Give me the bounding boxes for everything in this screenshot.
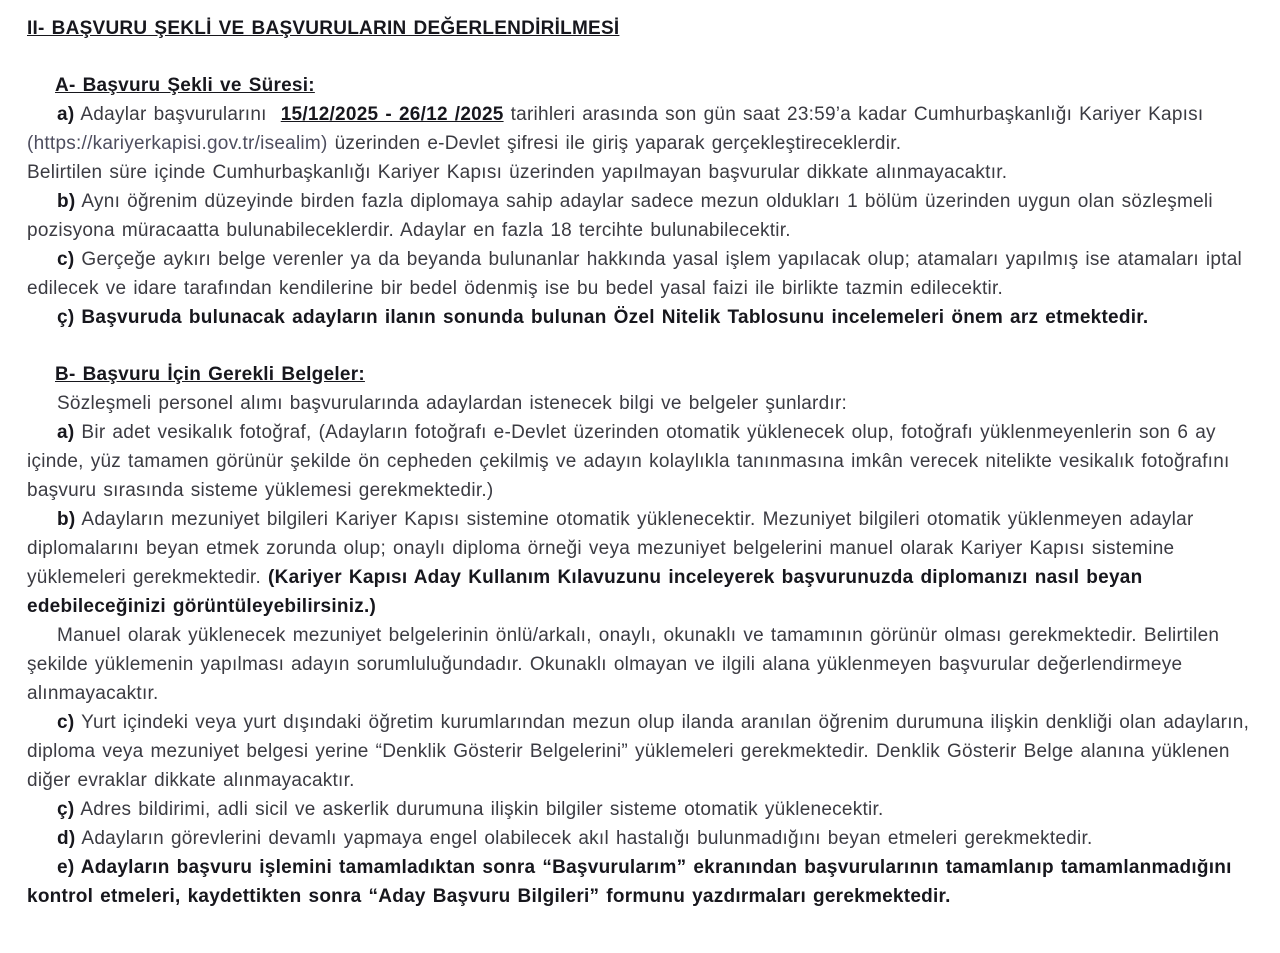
text-segment: Manuel olarak yüklenecek mezuniyet belgelerinin önlü/arkalı, onaylı, okunaklı ve tamamının görünür olması gerekmektedir. Belirtilen şekilde yüklemenin yapılması adayın sorumluluğundadır. Okunaklı olmayan ve ilgili alana yüklenmeyen başvurular değerlendirmeye alınmayacaktır.: [27, 625, 1220, 704]
paragraph: [27, 505, 1258, 621]
paragraph: [27, 389, 1258, 418]
paragraph: [27, 824, 1258, 853]
document-sections: [27, 71, 1258, 911]
paragraph: [27, 853, 1258, 911]
text-segment: Adayların mezuniyet bilgileri Kariyer Kapısı sistemine otomatik yüklenecektir. Mezuniyet bilgileri otomatik yüklenmeyen adaylar diplomalarını beyan etmek zorunda olup; onaylı diploma örneği veya mezuniyet belgelerini manuel olarak Kariyer Kapısı sistemine yüklemeleri gerekmektedir.: [27, 509, 1194, 588]
paragraph: [27, 158, 1258, 187]
text-segment: d): [57, 828, 76, 849]
text-segment: Gerçeğe aykırı belge verenler ya da beyanda bulunanlar hakkında yasal işlem yapılacak olup; atamaları yapılmış ise atamaları iptal edilecek ve idare tarafından kendilerine bir bedel ödenmiş ise bu bedel yasal faizi ile birlikte tazmin edilecektir.: [27, 249, 1243, 299]
text-segment: Adayların görevlerini devamlı yapmaya engel olabilecek akıl hastalığı bulunmadığını beyan etmeleri gerekmektedir.: [75, 828, 1093, 849]
text-segment: c): [57, 249, 75, 270]
text-segment: tarihleri arasında son gün saat 23:59’a kadar Cumhurbaşkanlığı Kariyer Kapısı: [503, 104, 1204, 125]
text-segment: a): [57, 104, 75, 125]
paragraph: [27, 418, 1258, 505]
text-segment: a): [57, 422, 75, 443]
text-segment: ç) Başvuruda bulunacak adayların ilanın sonunda bulunan Özel Nitelik Tablosunu incelemeleri önem arz etmektedir.: [57, 307, 1149, 328]
paragraph: [27, 621, 1258, 708]
text-segment: Aynı öğrenim düzeyinde birden fazla diplomaya sahip adaylar sadece mezun oldukları 1 bölüm üzerinden uygun olan sözleşmeli pozisyona müracaatta bulunabileceklerdir. Adaylar en fazla 18 tercihte bulunabilecektir.: [27, 191, 1213, 241]
text-segment: 15/12/2025 - 26/12 /2025: [280, 104, 504, 125]
paragraph: [27, 245, 1258, 303]
section-heading-b: B- Başvuru İçin Gerekli Belgeler:: [55, 364, 365, 385]
kariyerkapisi-url-link[interactable]: (https://kariyerkapisi.gov.tr/isealim): [27, 133, 328, 154]
text-segment: Sözleşmeli personel alımı başvurularında adaylardan istenecek bilgi ve belgeler şunlardır:: [57, 393, 848, 414]
section-heading-a: A- Başvuru Şekli ve Süresi:: [55, 75, 315, 96]
text-segment: (Kariyer Kapısı Aday Kullanım Kılavuzunu inceleyerek başvurunuzda diplomanızı nasıl beyan edebileceğinizi görüntüleyebilirsiniz.): [27, 567, 1143, 617]
paragraph: [27, 187, 1258, 245]
text-segment: Adaylar başvurularını: [74, 104, 281, 125]
paragraph: [27, 795, 1258, 824]
text-segment: b): [57, 191, 76, 212]
paragraph: [27, 100, 1258, 158]
text-segment: b): [57, 509, 76, 530]
text-segment: Bir adet vesikalık fotoğraf, (Adayların fotoğrafı e-Devlet üzerinden otomatik yüklenecek olup, fotoğrafı yüklenmeyenlerin son 6 ay içinde, yüz tamamen görünür şekilde ön cepheden çekilmiş ve adayın kolaylıkla tanınmasına imkân verecek nitelikte vesikalık fotoğrafını başvuru sırasında sisteme yüklemesi gerekmektedir.): [27, 422, 1230, 501]
text-segment: Belirtilen süre içinde Cumhurbaşkanlığı Kariyer Kapısı üzerinden yapılmayan başvurular dikkate alınmayacaktır.: [27, 162, 1008, 183]
paragraph: [27, 708, 1258, 795]
paragraph: [27, 303, 1258, 332]
text-segment: c): [57, 712, 75, 733]
text-segment: üzerinden e-Devlet şifresi ile giriş yaparak gerçekleştireceklerdir.: [327, 133, 902, 154]
text-segment: Yurt içindeki veya yurt dışındaki öğretim kurumlarından mezun olup ilanda aranılan öğrenim durumuna ilişkin denkliği olan adayların, diploma veya mezuniyet belgesi yerine “Denklik Gösterir Belgelerini” yüklemeleri gerekmektedir. Denklik Gösterir Belge alanına yüklenen diğer evraklar dikkate alınmayacaktır.: [27, 712, 1250, 791]
text-segment: ç): [57, 799, 75, 820]
text-segment: Adres bildirimi, adli sicil ve askerlik durumuna ilişkin bilgiler sisteme otomatik yüklenecektir.: [74, 799, 884, 820]
document-title: II- BAŞVURU ŞEKLİ VE BAŞVURULARIN DEĞERLENDİRİLMESİ: [27, 18, 620, 39]
text-segment: e) Adayların başvuru işlemini tamamladıktan sonra “Başvurularım” ekranından başvurularının tamamlanıp tamamlanmadığını kontrol etmeleri, kaydettikten sonra “Aday Başvuru Bilgileri” formunu yazdırmaları gerekmektedir.: [27, 857, 1232, 907]
